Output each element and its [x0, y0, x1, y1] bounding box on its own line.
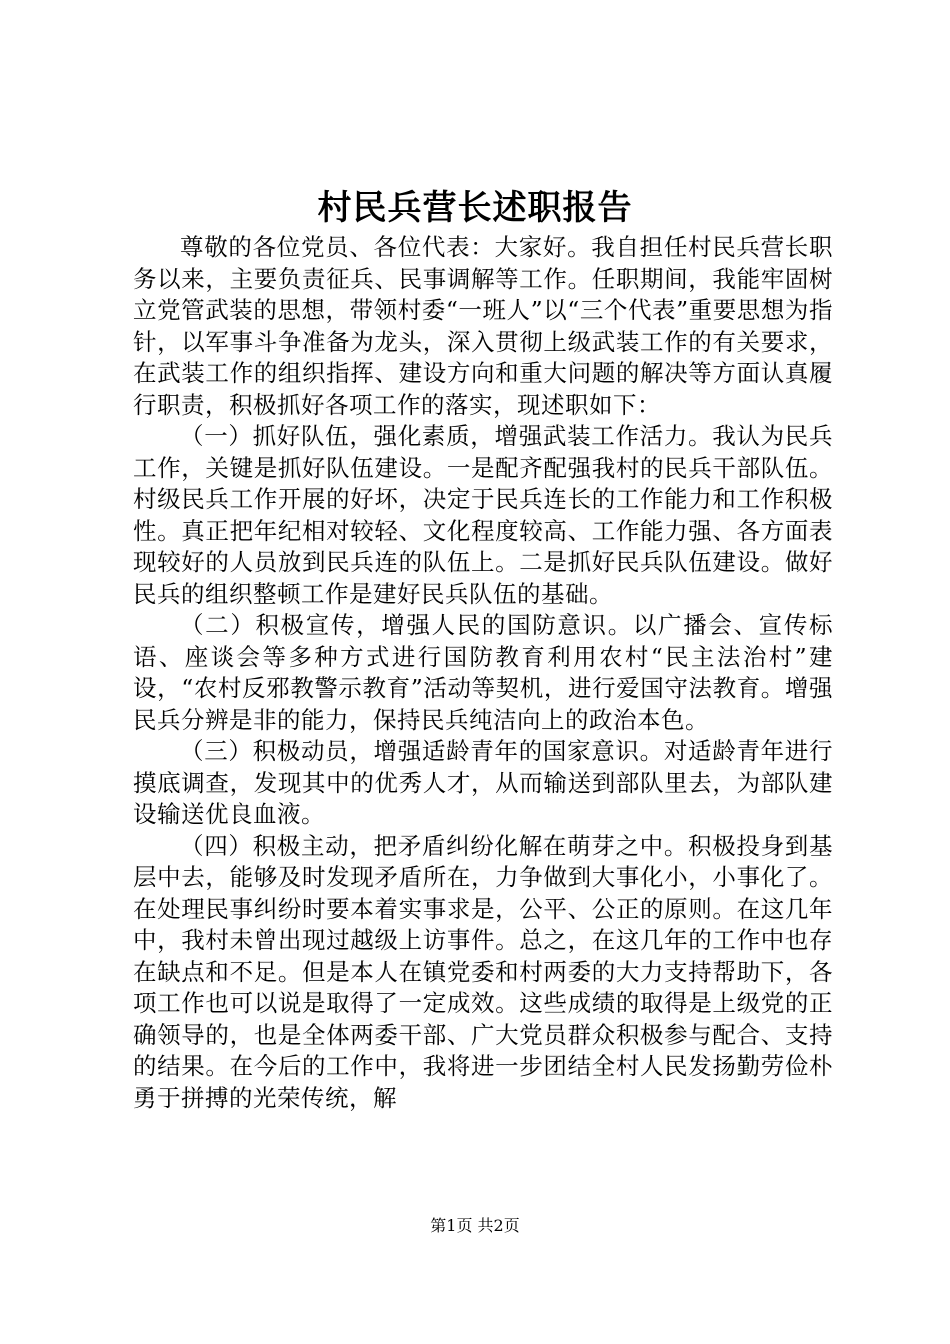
- paragraph-section-2: （二）积极宣传，增强人民的国防意识。以广播会、宣传标语、座谈会等多种方式进行国防教育利用农村“民主法治村”建设，“农村反邪教警示教育”活动等契机，进行爱国守法教育。增强民兵分辨是非的能力，保持民兵纯洁向上的政治本色。: [133, 611, 833, 734]
- document-title: 村民兵营长述职报告: [317, 188, 633, 228]
- document-body: [133, 232, 833, 1114]
- paragraph-section-4: （四）积极主动，把矛盾纠纷化解在萌芽之中。积极投身到基层中去，能够及时发现矛盾所在，力争做到大事化小，小事化了。在处理民事纠纷时要本着实事求是，公平、公正的原则。在这几年中，我村未曾出现过越级上访事件。总之，在这几年的工作中也存在缺点和不足。但是本人在镇党委和村两委的大力支持帮助下，各项工作也可以说是取得了一定成效。这些成绩的取得是上级党的正确领导的，也是全体两委干部、广大党员群众积极参与配合、支持的结果。在今后的工作中，我将进一步团结全村人民发扬勤劳俭朴勇于拼搏的光荣传统，解: [133, 831, 833, 1112]
- paragraph-section-1: （一）抓好队伍，强化素质，增强武装工作活力。我认为民兵工作，关键是抓好队伍建设。一是配齐配强我村的民兵干部队伍。村级民兵工作开展的好坏，决定于民兵连长的工作能力和工作积极性。真正把年纪相对较轻、文化程度较高、工作能力强、各方面表现较好的人员放到民兵连的队伍上。二是抓好民兵队伍建设。做好民兵的组织整顿工作是建好民兵队伍的基础。: [133, 422, 833, 608]
- paragraph-intro: 尊敬的各位党员、各位代表：大家好。我自担任村民兵营长职务以来，主要负责征兵、民事调解等工作。任职期间，我能牢固树立党管武装的思想，带领村委“一班人”以“三个代表”重要思想为指针，以军事斗争准备为龙头，深入贯彻上级武装工作的有关要求，在武装工作的组织指挥、建设方向和重大问题的解决等方面认真履行职责，积极抓好各项工作的落实，现述职如下：: [133, 233, 833, 419]
- page-footer: 第1页 共2页: [430, 1216, 520, 1235]
- paragraph-section-3: （三）积极动员，增强适龄青年的国家意识。对适龄青年进行摸底调查，发现其中的优秀人才，从而输送到部队里去，为部队建设输送优良血液。: [133, 737, 833, 828]
